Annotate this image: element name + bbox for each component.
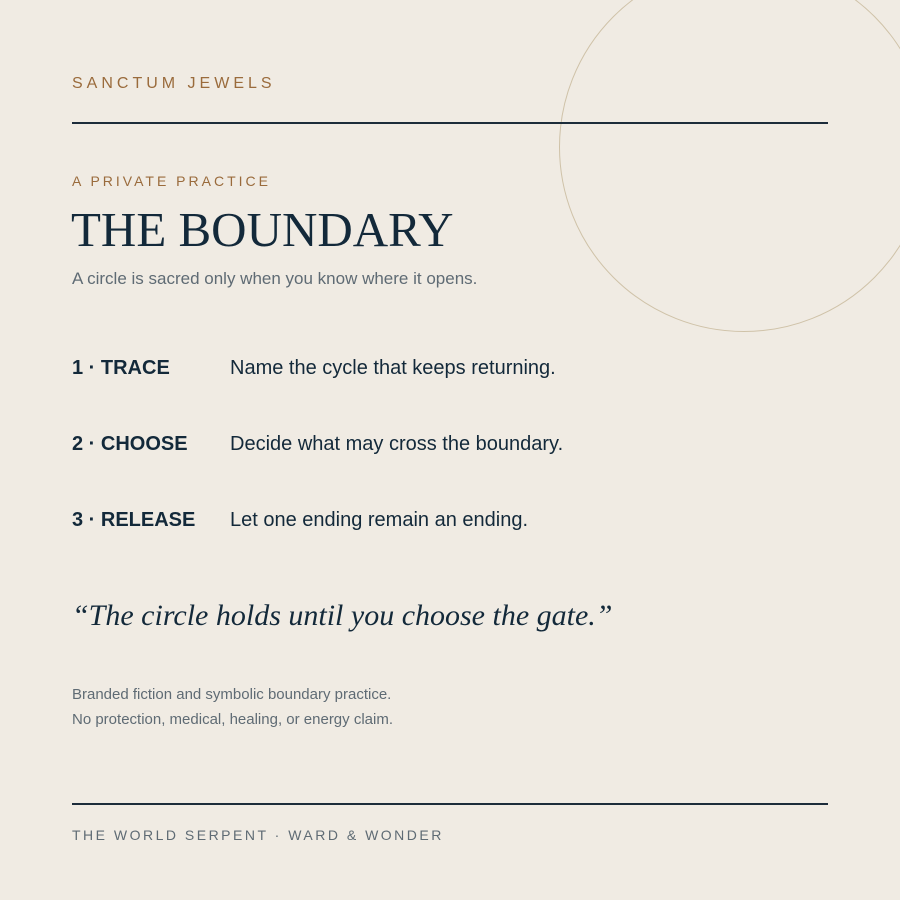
- pull-quote: “The circle holds until you choose the gate.”: [72, 599, 613, 632]
- disclaimer-line: Branded fiction and symbolic boundary practice.: [72, 686, 392, 703]
- page-title: THE BOUNDARY: [71, 202, 454, 257]
- step-choose: [72, 432, 828, 456]
- bottom-divider: [72, 803, 828, 805]
- step-text: Name the cycle that keeps returning.: [230, 357, 556, 379]
- step-trace: [72, 356, 828, 380]
- step-label: 1 · TRACE: [72, 357, 170, 379]
- eyebrow-label: A PRIVATE PRACTICE: [72, 173, 271, 189]
- step-text: Decide what may cross the boundary.: [230, 433, 564, 455]
- top-divider: [72, 122, 828, 124]
- step-label: 2 · CHOOSE: [72, 433, 188, 455]
- step-label: 3 · RELEASE: [72, 509, 196, 531]
- step-release: [72, 508, 828, 532]
- decorative-circle: [559, 0, 900, 332]
- footer-text: THE WORLD SERPENT · WARD & WONDER: [72, 827, 444, 843]
- step-text: Let one ending remain an ending.: [230, 509, 529, 531]
- subtitle: A circle is sacred only when you know where it opens.: [72, 269, 478, 288]
- brand-name: SANCTUM JEWELS: [72, 75, 276, 92]
- disclaimer-line: No protection, medical, healing, or energy claim.: [72, 711, 393, 728]
